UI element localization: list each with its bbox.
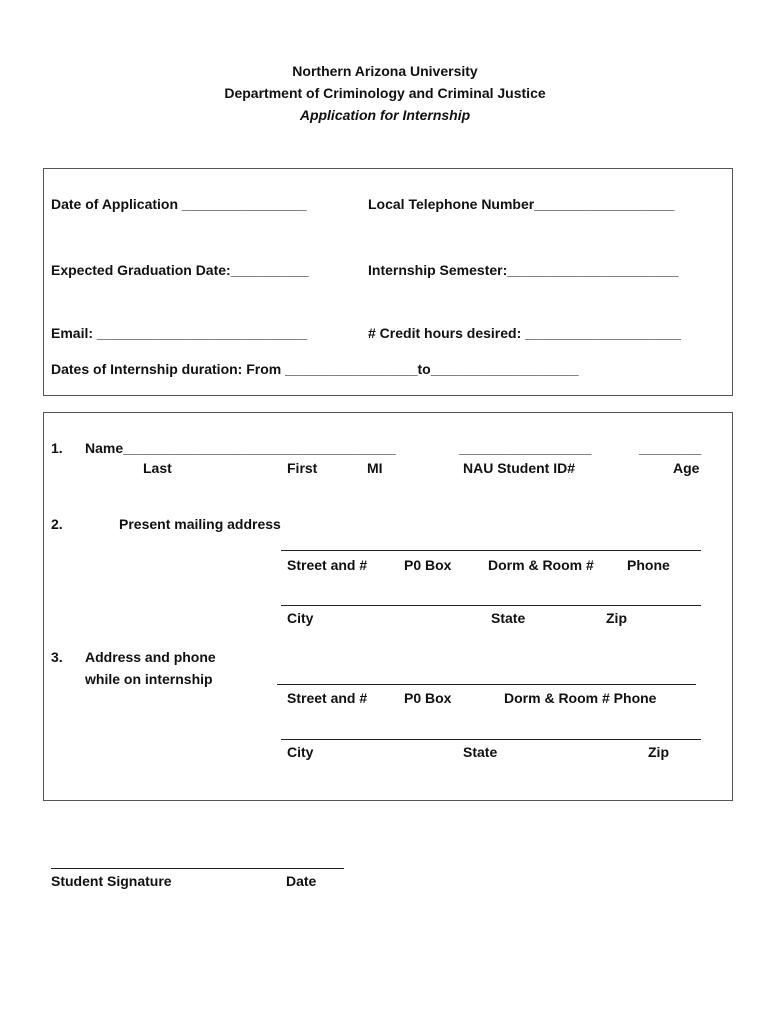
form-title: Application for Internship (299, 107, 471, 123)
last-name-label: Last (143, 460, 172, 476)
signature-line[interactable] (51, 868, 344, 869)
local-telephone-field[interactable]: Local Telephone Number__________________ (368, 196, 675, 212)
university-name: Northern Arizona University (292, 63, 478, 79)
internship-semester-field[interactable]: Internship Semester:______________________ (368, 262, 679, 278)
email-field[interactable]: Email: ___________________________ (51, 325, 308, 341)
age-label: Age (673, 460, 700, 476)
internship-address-label-2: while on internship (85, 671, 213, 687)
po-box-label: P0 Box (404, 690, 452, 706)
date-of-application-field[interactable]: Date of Application ________________ (51, 196, 307, 212)
dorm-room-label: Dorm & Room # (488, 557, 594, 573)
zip-label: Zip (648, 744, 669, 760)
signature-date-label: Date (286, 873, 317, 889)
internship-address-line-2[interactable] (281, 739, 701, 740)
street-label: Street and # (287, 557, 368, 573)
nau-student-id-label: NAU Student ID# (463, 460, 575, 476)
internship-dates-field[interactable]: Dates of Internship duration: From _________________to___________________ (51, 361, 579, 377)
middle-initial-label: MI (367, 460, 383, 476)
state-label: State (463, 744, 498, 760)
city-label: City (287, 610, 314, 626)
item-number-1: 1. (51, 440, 63, 456)
phone-label: Phone (627, 557, 670, 573)
city-label: City (287, 744, 314, 760)
first-name-label: First (287, 460, 318, 476)
po-box-label: P0 Box (404, 557, 452, 573)
expected-graduation-field[interactable]: Expected Graduation Date:__________ (51, 262, 309, 278)
item-number-3: 3. (51, 649, 63, 665)
mailing-address-line-2[interactable] (281, 605, 701, 606)
item-number-2: 2. (51, 516, 63, 532)
age-field[interactable]: ________ (639, 440, 702, 456)
mailing-address-label: Present mailing address (119, 516, 281, 532)
internship-address-label: Address and phone (85, 649, 216, 665)
department-name: Department of Criminology and Criminal Justice (224, 85, 546, 101)
street-label: Street and # (287, 690, 368, 706)
student-signature-label: Student Signature (51, 873, 172, 889)
state-label: State (491, 610, 526, 626)
student-id-field[interactable]: _________________ (459, 440, 592, 456)
internship-address-line-1[interactable] (277, 684, 696, 685)
mailing-address-line-1[interactable] (281, 550, 701, 551)
name-field[interactable]: Name___________________________________ (85, 440, 396, 456)
zip-label: Zip (606, 610, 627, 626)
credit-hours-field[interactable]: # Credit hours desired: ____________________ (368, 325, 681, 341)
dorm-room-phone-label: Dorm & Room # Phone (504, 690, 657, 706)
